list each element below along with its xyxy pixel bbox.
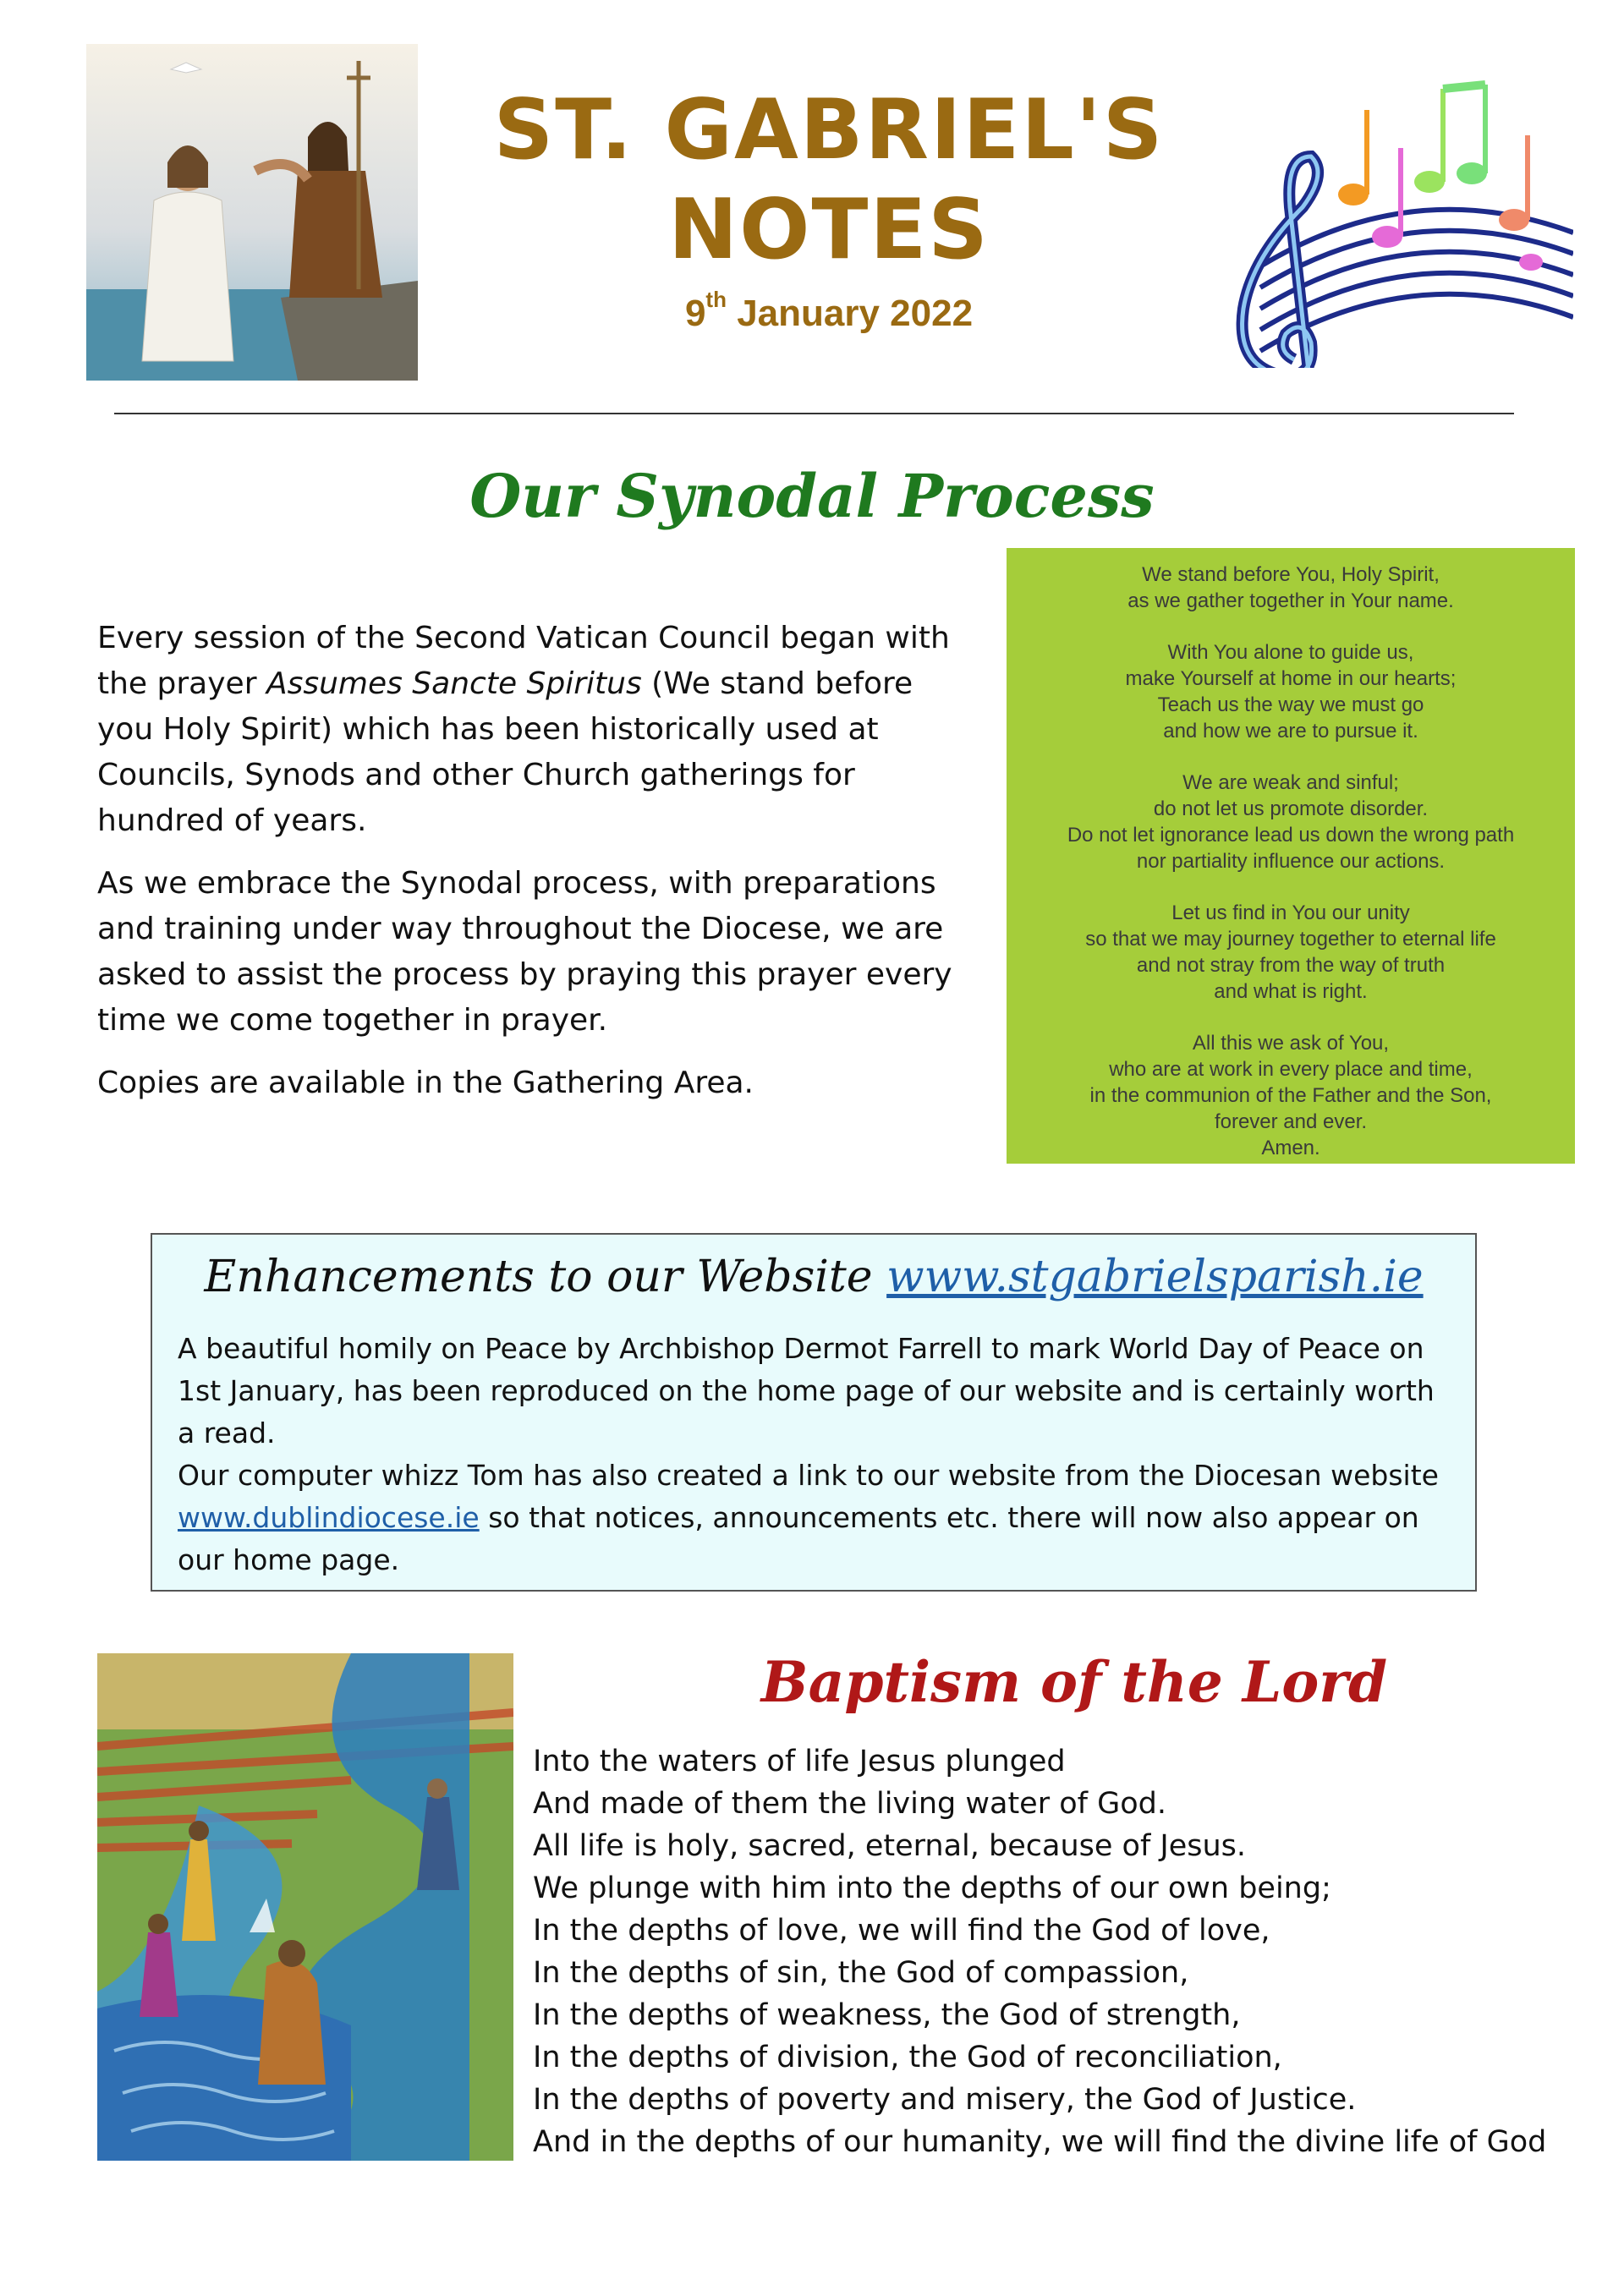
website-body — [178, 1328, 1455, 1581]
prayer-stanza — [1007, 562, 1575, 614]
baptism-poem — [533, 1740, 1607, 2163]
website-p2-post: so that notices, announcements etc. there will now also appear on our home page. — [178, 1501, 1419, 1576]
prayer-line: We stand before You, Holy Spirit, — [1142, 563, 1440, 586]
synodal-paragraph-1 — [97, 616, 977, 844]
header-divider — [114, 413, 1514, 414]
prayer-line: nor partiality influence our actions. — [1136, 850, 1446, 873]
newsletter-date — [474, 287, 1184, 335]
synodal-p1-pre: Every session of the Second Vatican Council began with the prayer — [97, 621, 950, 701]
prayer-line: All this we ask of You, — [1192, 1032, 1390, 1055]
website-enhancements-box — [151, 1233, 1477, 1592]
music-notes-image — [1226, 55, 1573, 368]
prayer-line: make Yourself at home in our hearts; — [1125, 667, 1457, 690]
prayer-line: in the communion of the Father and the Son, — [1089, 1084, 1492, 1107]
prayer-line: forever and ever. — [1214, 1110, 1368, 1133]
diocese-website-link[interactable]: www.dublindiocese.ie — [178, 1501, 480, 1534]
newsletter-title-line1: ST. GABRIEL'S — [493, 82, 1165, 178]
synodal-heading: Our Synodal Process — [469, 461, 1155, 531]
website-heading — [152, 1252, 1475, 1302]
website-heading-text: Enhancements to our Website — [204, 1252, 887, 1302]
prayer-line: as we gather together in Your name. — [1127, 589, 1454, 612]
prayer-line: Let us find in You our unity — [1171, 901, 1410, 924]
prayer-line: and how we are to pursue it. — [1163, 720, 1418, 743]
synodal-paragraph-3: Copies are available in the Gathering Area. — [97, 1066, 754, 1100]
prayer-line: We are weak and sinful; — [1182, 771, 1399, 794]
synodal-body — [97, 616, 977, 1123]
prayer-line: so that we may journey together to eternal life — [1085, 928, 1496, 951]
poem-line: In the depths of division, the God of reconciliation, — [533, 2041, 1282, 2074]
poem-line: Into the waters of life Jesus plunged — [533, 1745, 1066, 1778]
poem-line: In the depths of love, we will find the God of love, — [533, 1914, 1270, 1948]
baptism-heading: Baptism of the Lord — [760, 1649, 1388, 1715]
river-baptism-mosaic-image — [97, 1653, 513, 2161]
prayer-stanza — [1007, 770, 1575, 874]
website-paragraph-2 — [178, 1455, 1455, 1581]
prayer-line: who are at work in every place and time, — [1109, 1058, 1473, 1081]
poem-line: And in the depths of our humanity, we will find the divine life of God — [533, 2125, 1547, 2159]
baptism-of-jesus-image — [86, 44, 418, 381]
synod-prayer-card — [1007, 548, 1575, 1164]
website-p2-pre: Our computer whizz Tom has also created a link to our website from the Diocesan website — [178, 1459, 1439, 1492]
prayer-stanza — [1007, 900, 1575, 1005]
poem-line: In the depths of sin, the God of compassion, — [533, 1956, 1189, 1990]
poem-line: We plunge with him into the depths of our own being; — [533, 1871, 1331, 1905]
prayer-line: Do not let ignorance lead us down the wrong path — [1067, 824, 1515, 847]
prayer-line: and what is right. — [1214, 980, 1368, 1003]
date-day: 9 — [684, 293, 706, 334]
website-paragraph-1: A beautiful homily on Peace by Archbishop Dermot Farrell to mark World Day of Peace on 1st January, has been reproduced on the home page of our website and is certainly worth a read. — [178, 1332, 1435, 1449]
prayer-line: With You alone to guide us, — [1167, 641, 1414, 664]
poem-line: In the depths of poverty and misery, the God of Justice. — [533, 2083, 1357, 2117]
prayer-stanza — [1007, 1030, 1575, 1161]
newsletter-title-line2: NOTES — [668, 182, 990, 278]
prayer-line: Amen. — [1261, 1137, 1320, 1159]
poem-line: All life is holy, sacred, eternal, because of Jesus. — [533, 1829, 1247, 1863]
prayer-line: Teach us the way we must go — [1157, 693, 1424, 716]
date-rest: January 2022 — [726, 293, 974, 334]
synodal-p1-post: (We stand before you Holy Spirit) which has been historically used at Councils, Synods and other Church gatherings for hundred of years. — [97, 666, 914, 838]
newsletter-title-block — [474, 80, 1184, 335]
prayer-stanza — [1007, 639, 1575, 744]
synodal-p1-italic: Assumes Sancte Spiritus — [266, 666, 642, 701]
date-suffix: th — [705, 287, 727, 312]
prayer-line: and not stray from the way of truth — [1136, 954, 1446, 977]
parish-website-link[interactable]: www.stgabrielsparish.ie — [886, 1252, 1424, 1302]
poem-line: And made of them the living water of God. — [533, 1787, 1166, 1821]
poem-line: In the depths of weakness, the God of strength, — [533, 1998, 1241, 2032]
prayer-line: do not let us promote disorder. — [1153, 797, 1429, 820]
synodal-paragraph-2: As we embrace the Synodal process, with preparations and training under way throughout the Diocese, we are asked to assist the process by praying this prayer every time we come together in prayer. — [97, 866, 952, 1038]
